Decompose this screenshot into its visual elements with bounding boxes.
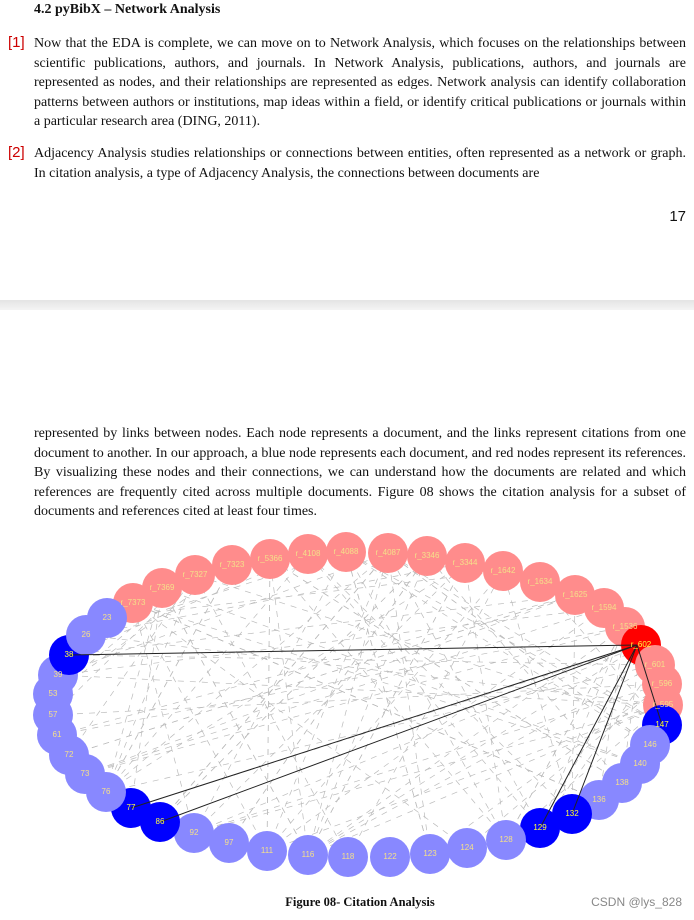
citation-edge (308, 665, 655, 855)
node-label: r_1594 (591, 603, 617, 613)
node-label: r_5366 (257, 554, 283, 564)
node-label: r_3344 (452, 558, 478, 568)
node-label: r_601 (644, 660, 666, 670)
citation-edge (308, 645, 641, 855)
section-heading: 4.2 pyBibX – Network Analysis (34, 2, 221, 17)
citation-edge (346, 552, 430, 854)
citation-network-figure (0, 520, 694, 890)
citation-edge (133, 603, 599, 800)
node-label: r_7327 (182, 570, 208, 580)
node-label: 39 (53, 670, 63, 680)
node-label: r_602 (630, 640, 652, 650)
node-label: 57 (48, 710, 58, 720)
node-label: 116 (301, 850, 315, 860)
citation-edge (162, 588, 308, 855)
paragraph-adjacency: Adjacency Analysis studies relationships or connections between entities, often represented as a network or graph. In citation analysis, a type of Adjacency Analysis, the connections between documents are (34, 146, 686, 181)
node-label: 132 (565, 809, 579, 819)
node-label: r_3346 (414, 551, 440, 561)
node-label: 76 (101, 787, 111, 797)
node-label: r_4088 (333, 547, 359, 557)
citation-edge (58, 675, 663, 705)
citation-edge (229, 556, 427, 843)
citation-edge (160, 556, 427, 822)
node-label: 124 (460, 843, 474, 853)
citation-edge (388, 553, 430, 854)
node-label: r_1625 (562, 590, 588, 600)
page-number: 17 (669, 208, 686, 225)
node-label: r_7373 (120, 598, 146, 608)
node-label: 53 (48, 689, 58, 699)
node-label: r_595 (652, 700, 674, 710)
citation-edge (267, 559, 270, 851)
highlighted-edge (131, 645, 637, 808)
page-break (0, 300, 694, 310)
citation-edge (160, 556, 427, 822)
node-label: 86 (155, 817, 165, 827)
citation-edge (572, 595, 575, 814)
node-label: 129 (533, 823, 547, 833)
node-label: r_596 (651, 679, 673, 689)
node-label: 123 (423, 849, 437, 859)
citation-edge (388, 553, 540, 828)
node-label: 111 (260, 846, 274, 856)
node-label: r_4108 (295, 549, 321, 559)
watermark: CSDN @lys_828 (591, 895, 682, 909)
citation-edge (195, 575, 348, 860)
paragraph-citation: represented by links between nodes. Each node represents a document, and the links represent citations from one document to another. In our approach, a blue node represents each document, and red nodes represent its references. By visualizing these nodes and their connections, we can understand how the documents are related and which references are frequently cited across multiple documents. Figure 08 shows the citation analysis for a subset of documents and references cited at least four times. (34, 426, 686, 519)
citation-edge (133, 603, 640, 764)
node-label: 72 (64, 750, 74, 760)
node-label: 136 (592, 795, 606, 805)
node-label: 97 (224, 838, 234, 848)
citation-edge (162, 588, 640, 764)
node-label: r_7369 (149, 583, 175, 593)
node-label: 122 (383, 852, 397, 862)
citation-edge (133, 603, 467, 848)
node-label: 128 (499, 835, 513, 845)
node-label: 118 (341, 852, 355, 862)
ref-marker-2[interactable]: [2] (8, 144, 25, 161)
node-label: 38 (64, 650, 74, 660)
node-label: 147 (655, 720, 669, 730)
node-label: 92 (189, 828, 199, 838)
node-label: 146 (643, 740, 657, 750)
node-label: r_7323 (219, 560, 245, 570)
highlighted-edge (69, 645, 637, 655)
citation-edge (69, 655, 655, 665)
citation-edge (308, 554, 540, 828)
node-label: 23 (102, 613, 112, 623)
citation-edge (53, 684, 662, 715)
citation-edge (194, 563, 465, 833)
paragraph-network-analysis: Now that the EDA is complete, we can move on to Network Analysis, which focuses on the relationships between scientific publications, authors, and journals. In Network Analysis, publications, authors, and journals are represented as nodes, and their relationships are represented as edges. Network analysis can identify collaboration patterns between authors or institutions, map ideas within a field, or identify critical publications or journals within a particular research area (DING, 2011). (34, 36, 686, 129)
citation-edge (162, 588, 308, 855)
citation-edge (308, 553, 388, 855)
node-circles (33, 532, 683, 877)
node-label: r_4087 (375, 548, 401, 558)
ref-marker-1[interactable]: [1] (8, 34, 25, 51)
node-label: 61 (52, 730, 62, 740)
citation-edge (85, 627, 625, 774)
node-label: 140 (633, 759, 647, 769)
node-label: 26 (81, 630, 91, 640)
node-label: r_1634 (527, 577, 553, 587)
node-label: 77 (126, 803, 136, 813)
citation-edge (348, 571, 503, 857)
citation-edge (86, 635, 663, 705)
figure-caption: Figure 08- Citation Analysis (285, 895, 435, 909)
node-label: r_1642 (490, 566, 516, 576)
node-label: r_1536 (612, 622, 638, 632)
node-label: 73 (80, 769, 90, 779)
node-label: 138 (615, 778, 629, 788)
